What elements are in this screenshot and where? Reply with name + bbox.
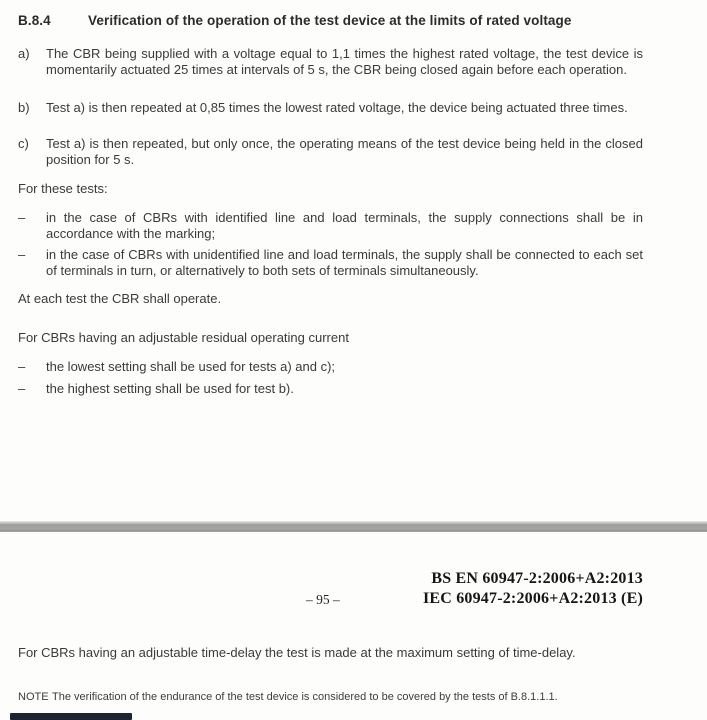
setting-item-text: the lowest setting shall be used for tests a) and c); (46, 359, 336, 374)
standard-references (423, 569, 643, 609)
note-label: NOTE (18, 691, 49, 703)
list-item-c (18, 136, 643, 168)
dash-bullet: – (18, 247, 26, 262)
standard-reference-iec: IEC 60947-2:2006+A2:2013 (E) (422, 590, 643, 607)
dash-bullet: – (18, 381, 26, 396)
list-item-label: c) (18, 136, 29, 151)
dash-item-text: in the case of CBRs with identified line and load terminals, the supply connections shall be in accordance with the marking; (46, 210, 643, 241)
setting-item (18, 381, 643, 397)
section-heading (18, 13, 643, 28)
list-item-label: a) (18, 46, 30, 61)
section-number: B.8.4 (18, 13, 51, 28)
page-number: – 95 – (306, 592, 340, 607)
section-title: Verification of the operation of the test device at the limits of rated voltage (88, 13, 572, 28)
adjustable-current-paragraph: For CBRs having an adjustable residual operating current (18, 330, 349, 345)
page-divider-bar (0, 521, 707, 532)
dash-bullet: – (18, 210, 26, 225)
list-item-a (18, 46, 643, 78)
intro-paragraph: For these tests: (18, 181, 108, 196)
dash-bullet: – (18, 359, 26, 374)
list-item-text: Test a) is then repeated at 0,85 times the lowest rated voltage, the device being actuated three times. (46, 100, 628, 115)
dash-item-text: in the case of CBRs with unidentified line and load terminals, the supply shall be connected to each set of terminals in turn, or alternatively to both sets of terminals simultaneously. (46, 247, 643, 278)
standard-reference-bs: BS EN 60947-2:2006+A2:2013 (431, 570, 643, 587)
bottom-edge-bar (10, 713, 132, 720)
list-item-text: Test a) is then repeated, but only once, the operating means of the test device being held in the closed position for 5 s. (46, 136, 643, 167)
note-line (18, 691, 643, 704)
setting-item-text: the highest setting shall be used for test b). (46, 381, 294, 396)
list-item-text: The CBR being supplied with a voltage equal to 1,1 times the highest rated voltage, the test device is momentarily actuated 25 times at intervals of 5 s, the CBR being closed again before each operation. (46, 46, 643, 77)
setting-item (18, 359, 643, 375)
time-delay-paragraph: For CBRs having an adjustable time-delay the test is made at the maximum setting of time-delay. (18, 645, 576, 660)
list-item-b (18, 100, 643, 116)
note-text: The verification of the endurance of the test device is considered to be covered by the tests of B.8.1.1.1. (52, 691, 558, 703)
dash-item (18, 247, 643, 279)
list-item-label: b) (18, 100, 30, 115)
at-each-test-paragraph: At each test the CBR shall operate. (18, 291, 222, 306)
dash-item (18, 210, 643, 242)
